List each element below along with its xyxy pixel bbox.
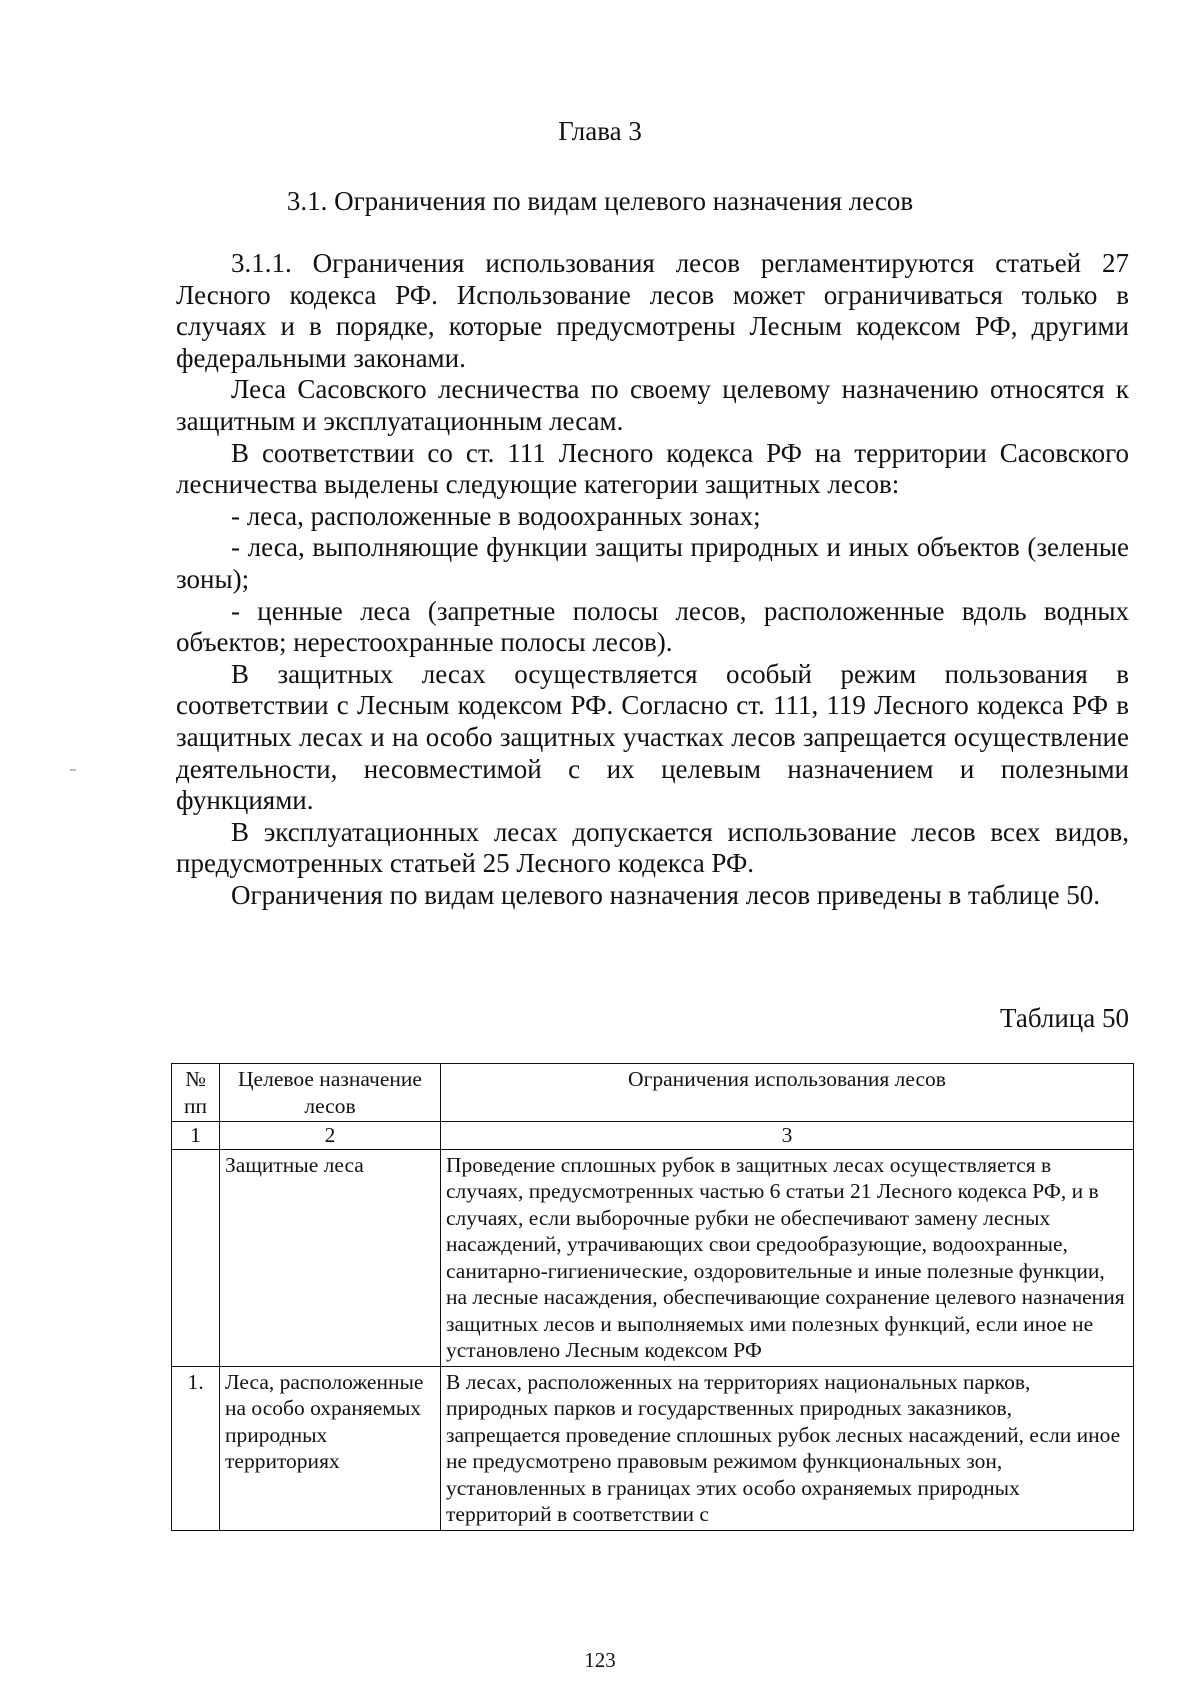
paragraph-special-regime: В защитных лесах осуществляется особый режим пользования в соответствии с Лесным кодексом РФ. Согласно ст. 111, 119 Лесного кодекса РФ в защитных лесах и на особо защитных участках лесов запрещается осуществление деятельности, несовместимой с их целевым назначением и полезными функциями. xyxy=(176,658,1129,816)
paragraph-protective-categories: В соответствии со ст. 111 Лесного кодекса РФ на территории Сасовского лесничества выделены следующие категории защитных лесов: xyxy=(176,437,1129,500)
restrictions-table xyxy=(171,1063,1134,1531)
table-caption: Таблица 50 xyxy=(1000,1003,1129,1033)
row-number xyxy=(172,1149,220,1366)
header-number: № пп xyxy=(172,1064,220,1122)
table-row xyxy=(172,1149,1134,1366)
row-restriction: В лесах, расположенных на территориях национальных парков, природных парков и государственных природных заказников, запрещается проведение сплошных рубок лесных насаждений, если иное не предусмотрено правовым режимом функциональных зон, установленных в границах этих особо охраняемых природных территорий в соответствии с xyxy=(441,1366,1134,1530)
row-purpose: Леса, расположенные на особо охраняемых природных территориях xyxy=(220,1366,441,1530)
column-number: 1 xyxy=(172,1122,220,1150)
row-number: 1. xyxy=(172,1366,220,1530)
body-text xyxy=(176,248,1129,911)
table-header-row xyxy=(172,1064,1134,1122)
scan-mark xyxy=(70,769,76,771)
list-item-valuable-forests: - ценные леса (запретные полосы лесов, расположенные вдоль водных объектов; нерестоохранные полосы лесов). xyxy=(176,595,1129,658)
chapter-heading: Глава 3 xyxy=(558,116,642,146)
table-row xyxy=(172,1366,1134,1530)
list-item-green-zones: - леса, выполняющие функции защиты природных и иных объектов (зеленые зоны); xyxy=(176,532,1129,594)
column-number: 2 xyxy=(220,1122,441,1150)
header-purpose: Целевое назначение лесов xyxy=(220,1064,441,1122)
row-restriction: Проведение сплошных рубок в защитных лесах осуществляется в случаях, предусмотренных частью 6 статьи 21 Лесного кодекса РФ, и в случаях, если выборочные рубки не обеспечивают замену лесных насаждений, утрачивающих свои средообразующие, водоохранные, санитарно-гигиенические, оздоровительные и иные полезные функции, на лесные насаждения, обеспечивающие сохранение целевого назначения защитных лесов и выполняемых ими полезных функций, если иное не установлено Лесным кодексом РФ xyxy=(441,1149,1134,1366)
list-item-water-protection: - леса, расположенные в водоохранных зонах; xyxy=(231,500,761,531)
section-title: 3.1. Ограничения по видам целевого назначения лесов xyxy=(286,186,914,216)
column-number: 3 xyxy=(441,1122,1134,1150)
page-number: 123 xyxy=(584,1648,616,1672)
row-purpose: Защитные леса xyxy=(220,1149,441,1366)
paragraph-restrictions-intro: 3.1.1. Ограничения использования лесов регламентируются статьей 27 Лесного кодекса РФ. Использование лесов может ограничиваться только в случаях и в порядке, которые предусмотрены Лесным кодексом РФ, другими федеральными законами. xyxy=(176,248,1129,373)
header-restrictions: Ограничения использования лесов xyxy=(441,1064,1134,1122)
column-number-row xyxy=(172,1122,1134,1150)
paragraph-exploitation-forests: В эксплуатационных лесах допускается использование лесов всех видов, предусмотренных статьей 25 Лесного кодекса РФ. xyxy=(176,816,1129,879)
paragraph-table-reference: Ограничения по видам целевого назначения лесов приведены в таблице 50. xyxy=(231,879,1101,910)
paragraph-forest-categories: Леса Сасовского лесничества по своему целевому назначению относятся к защитным и эксплуатационным лесам. xyxy=(176,374,1129,436)
